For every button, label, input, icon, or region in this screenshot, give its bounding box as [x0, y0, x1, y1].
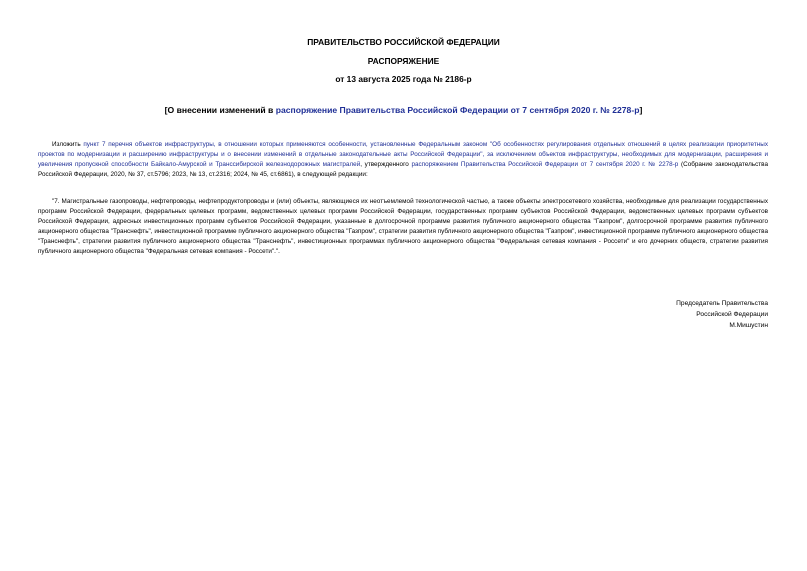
document-title [0, 105, 807, 115]
signature-position-line1: Председатель Правительства [676, 300, 768, 307]
document-type-heading: РАСПОРЯЖЕНИЕ [367, 56, 440, 66]
signature-name: М.Мишустин [729, 322, 768, 329]
paragraph1-text-2: , утвержденного [360, 161, 412, 168]
paragraph1-text-1: Изложить [52, 141, 84, 148]
title-prefix: О внесении изменений в [167, 105, 276, 115]
signature-block [676, 298, 768, 331]
title-amended-act-link[interactable]: распоряжение Правительства Российской Федерации от 7 сентября 2020 г. № 2278-р [275, 105, 640, 115]
paragraph1-text-3: (Собрание законодательства Российской Федерации, 2020, № 37, ст.5796; 2023, № 13, ст.2316; 2024, № 45, ст.6861), в следующей редакции: [38, 161, 768, 178]
body-paragraph-amendment [38, 140, 768, 180]
point-7-list-link[interactable]: пункт 7 перечня объектов инфраструктуры, в отношении которых применяются особенности, установленные Федеральным законом "Об особенностях регулирования отдельных отношений в целях реализации приоритетных проектов по модернизации и расширению инфраструктуры и о внесении изменений в отдельные законодательные акты Российской Федерации", за исключением объектов инфраструктуры, необходимых для модернизации, расширения и увеличения пропускной способности Байкало-Амурской и Транссибирской железнодорожных магистралей [38, 141, 768, 168]
signature-position-line2: Российской Федерации [696, 311, 768, 318]
body-paragraph-new-wording: "7. Магистральные газопроводы, нефтепроводы, нефтепродуктопроводы и (или) объекты, являющиеся их неотъемлемой технологической частью, а также объекты электросетевого хозяйства, необходимые для реализации государственных программ Российской Федерации, федеральных целевых программ, ведомственных целевых программ Российской Федерации, государственных программ субъектов Российской Федерации, ведомственных целевых программ субъектов Российской Федерации, адресных инвестиционных программ субъектов Российской Федерации, указанные в долгосрочной программе развития публичного акционерного общества "Газпром", долгосрочной программе развития публичного акционерного общества "Транснефть", инвестиционной программе публичного акционерного общества "Газпром", стратегии развития публичного акционерного общества "Газпром", инвестиционной программе публичного акционерного общества "Транснефть", стратегии развития публичного акционерного общества "Транснефть", инвестиционных программах публичного акционерного общества "Федеральная сетевая компания - Россети" и его дочерних обществ, стратегии развития публичного акционерного общества "Федеральная сетевая компания - Россети".". [38, 198, 768, 255]
order-2278-link[interactable]: распоряжением Правительства Российской Федерации от 7 сентября 2020 г. № 2278-р [411, 161, 679, 168]
government-heading: ПРАВИТЕЛЬСТВО РОССИЙСКОЙ ФЕДЕРАЦИИ [307, 37, 500, 47]
title-close-bracket: ] [639, 105, 643, 115]
date-number-heading: от 13 августа 2025 года № 2186-р [335, 74, 472, 84]
title-open-bracket: [ [164, 105, 168, 115]
